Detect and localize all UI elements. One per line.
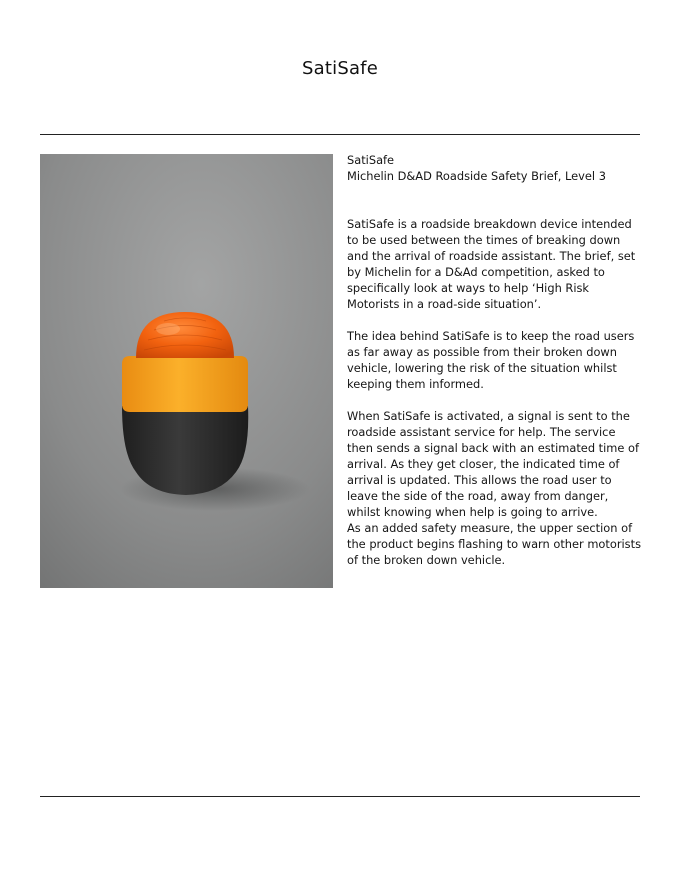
- paragraph-activation: When SatiSafe is activated, a signal is sent to the roadside assistant service for help. The service then sends a signal back with an estimated time of arrival. As they get closer, the indicated time of arrival is updated. This allows the road user to leave the side of the road, away from danger, whilst knowing when help is going to arrive.: [347, 409, 640, 519]
- bottom-divider: [40, 796, 640, 797]
- paragraph-intro: SatiSafe is a roadside breakdown device intended to be used between the times of breaking down and the arrival of roadside assistant. The brief, set by Michelin for a D&Ad competition, asked to specifically look at ways to help ‘High Risk Motorists in a road-side situation’.: [347, 217, 636, 311]
- article-header: [347, 152, 643, 184]
- description-column: [347, 152, 643, 568]
- product-photo: [40, 154, 333, 588]
- paragraph-idea: The idea behind SatiSafe is to keep the road users as far away as possible from their broken down vehicle, lowering the risk of the situation whilst keeping them informed.: [347, 329, 635, 391]
- article-subtitle: Michelin D&AD Roadside Safety Brief, Level 3: [347, 169, 606, 183]
- page-title: SatiSafe: [302, 58, 378, 79]
- paragraph-safety: As an added safety measure, the upper section of the product begins flashing to warn other motorists of the broken down vehicle.: [347, 521, 642, 567]
- top-divider: [40, 134, 640, 135]
- article-name: SatiSafe: [347, 153, 395, 167]
